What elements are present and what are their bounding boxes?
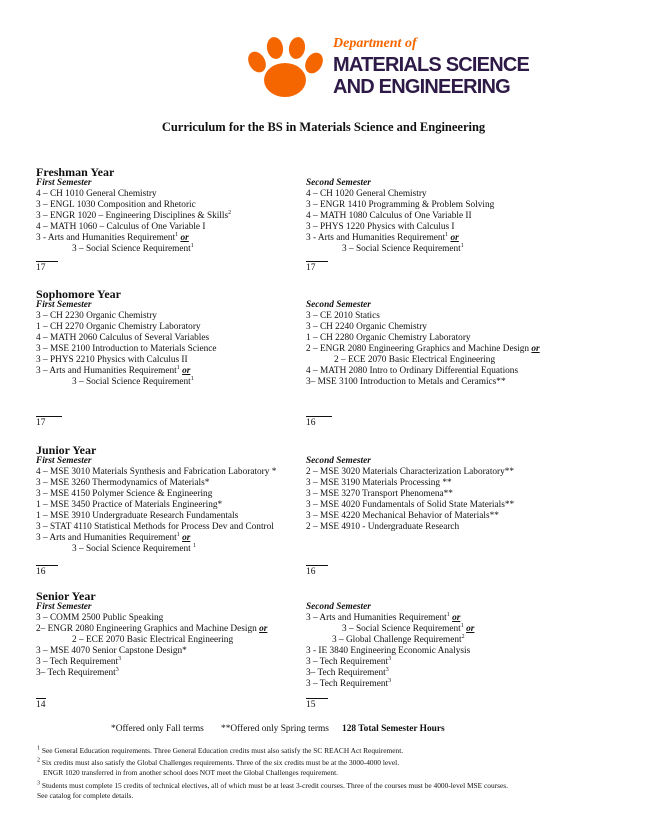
course-item: 4 – MATH 2060 Calculus of Several Variables [36, 333, 210, 343]
course-item: 3 – Social Science Requirement $^1$ [72, 542, 197, 554]
course-item: 2 – ECE 2070 Basic Electrical Engineering [334, 355, 496, 365]
junior-year-title: Junior Year [36, 443, 97, 457]
course-item: 3– Tech Requirement$^3$ [306, 666, 389, 678]
sophomore-first-semester [36, 300, 216, 388]
junior-first-total: 16 [36, 565, 58, 577]
semester-label: Second Semester [306, 178, 371, 188]
semester-label: First Semester [36, 456, 92, 466]
department-name [333, 54, 530, 98]
senior-second-total: 15 [306, 698, 328, 710]
course-item: 3 – ENGR 1020 – Engineering Disciplines & Skills$^2$ [36, 209, 232, 221]
course-item: 3 – MSE 3270 Transport Phenomena** [306, 489, 453, 499]
fall-note: *Offered only Fall terms [111, 724, 204, 734]
senior-year-title: Senior Year [36, 589, 96, 603]
freshman-year-title: Freshman Year [36, 165, 115, 179]
course-item: 3 - IE 3840 Engineering Economic Analysis [306, 646, 471, 656]
course-item: 3 – Tech Requirement$^3$ [36, 655, 122, 667]
course-item: 2– ENGR 2080 Engineering Graphics and Machine Design or [36, 624, 268, 634]
course-item: 4 – MATH 1060 – Calculus of One Variable I [36, 222, 206, 232]
course-item: 4 – MSE 3010 Materials Synthesis and Fabrication Laboratory * [36, 467, 277, 477]
semester-label: Second Semester [306, 300, 371, 310]
course-item: 3 - Arts and Humanities Requirement$^1$ or [36, 231, 189, 243]
course-item: 1 – MSE 3910 Undergraduate Research Fundamentals [36, 511, 239, 521]
semester-label: Second Semester [306, 456, 371, 466]
course-item: 3 – STAT 4110 Statistical Methods for Process Dev and Control [36, 522, 274, 532]
course-item: 2 – ENGR 2080 Engineering Graphics and Machine Design or [306, 344, 540, 354]
course-item: 4 – CH 1020 General Chemistry [306, 189, 427, 199]
total-hours: 128 Total Semester Hours [342, 724, 445, 734]
course-item: 3 – MSE 4020 Fundamentals of Solid State Materials** [306, 500, 515, 510]
course-item: 3 – Global Challenge Requirement$^2$ [332, 633, 465, 645]
junior-second-total: 16 [306, 565, 328, 577]
course-item: 3 – Social Science Requirement$^1$ [72, 242, 194, 254]
course-item: 3 – Tech Requirement$^3$ [306, 677, 392, 689]
sophomore-year-section [36, 287, 616, 301]
tiger-paw-icon [245, 34, 325, 104]
course-item: 3 – MSE 3260 Thermodynamics of Materials* [36, 478, 210, 488]
freshman-second-semester [306, 178, 494, 255]
junior-first-semester [36, 456, 276, 555]
course-item: 3 – Social Science Requirement$^1$ or [342, 622, 475, 634]
freshman-second-total: 17 [306, 261, 328, 273]
senior-first-semester [36, 602, 267, 679]
page-title: Curriculum for the BS in Materials Science and Engineering [161, 120, 486, 134]
department-name-line1: MATERIALS SCIENCE [333, 54, 530, 76]
course-item: 3 – COMM 2500 Public Speaking [36, 613, 164, 623]
course-item: 3– Tech Requirement$^3$ [36, 666, 119, 678]
semester-label: First Semester [36, 178, 92, 188]
course-item: 2 – MSE 4910 - Undergraduate Research [306, 522, 460, 532]
spring-note: **Offered only Spring terms [221, 724, 329, 734]
course-item: 3 – PHYS 2210 Physics with Calculus II [36, 355, 188, 365]
semester-label: First Semester [36, 602, 92, 612]
course-item: 4 – MATH 1080 Calculus of One Variable II [306, 211, 472, 221]
junior-year-section [36, 443, 616, 457]
course-item: 3 – Arts and Humanities Requirement$^1$ or [36, 531, 191, 543]
course-item: 3 – CE 2010 Statics [306, 311, 380, 321]
freshman-first-semester [36, 178, 231, 255]
course-item: 3– MSE 3100 Introduction to Metals and Ceramics** [306, 377, 506, 387]
freshman-first-total: 17 [36, 261, 58, 273]
freshman-year-section [36, 165, 616, 179]
course-item: 4 – CH 1010 General Chemistry [36, 189, 157, 199]
department-logo [245, 30, 530, 110]
course-item: 3 – MSE 3190 Materials Processing ** [306, 478, 452, 488]
course-item: 2 – ECE 2070 Basic Electrical Engineering [72, 635, 234, 645]
sophomore-first-total: 17 [36, 416, 62, 428]
course-item: 3 – PHYS 1220 Physics with Calculus I [306, 222, 455, 232]
course-item: 3 – Social Science Requirement$^1$ [72, 375, 194, 387]
senior-first-total: 14 [36, 700, 46, 710]
course-item: 3 – Tech Requirement$^3$ [306, 655, 392, 667]
junior-second-semester [306, 456, 514, 533]
department-label: Department of [333, 36, 417, 51]
course-item: 3 - Arts and Humanities Requirement$^1$ or [306, 231, 459, 243]
footnote-3b: See catalog for complete details. [37, 791, 134, 800]
sophomore-second-total: 16 [306, 416, 332, 428]
course-item: 3 – CH 2230 Organic Chemistry [36, 311, 157, 321]
footnote-3: $^3$ Students must complete 15 credits of technical electives, all of which must be at least 3-credit courses. Three of the courses must be 4000-level MSE courses. [37, 780, 509, 790]
department-name-line2: AND ENGINEERING [333, 76, 510, 98]
footnote-2b: ENGR 1020 transferred in from another school does NOT meet the Global Challenges requirement. [43, 768, 338, 777]
course-item: 1 – CH 2270 Organic Chemistry Laboratory [36, 322, 201, 332]
course-item: 3 – CH 2240 Organic Chemistry [306, 322, 427, 332]
course-item: 3 – MSE 2100 Introduction to Materials Science [36, 344, 217, 354]
course-item: 3 – Social Science Requirement$^1$ [342, 242, 464, 254]
senior-year-section [36, 589, 616, 603]
course-item: 1 – CH 2280 Organic Chemistry Laboratory [306, 333, 471, 343]
course-item: 3 – ENGR 1410 Programming & Problem Solving [306, 200, 495, 210]
senior-second-semester [306, 602, 474, 690]
course-item: 3 – Arts and Humanities Requirement$^1$ or [306, 611, 461, 623]
footnote-1: $^1$ See General Education requirements. Three General Education credits must also satisfy the SC REACH Act Requirement. [37, 745, 404, 755]
course-item: 2 – MSE 3020 Materials Characterization Laboratory** [306, 467, 515, 477]
sophomore-year-title: Sophomore Year [36, 287, 121, 301]
semester-label: First Semester [36, 300, 92, 310]
footnote-2: $^2$ Six credits must also satisfy the Global Challenges requirements. Three of the six credits must be at the 3000-4000 level. [37, 757, 400, 767]
course-item: 3 – MSE 4070 Senior Capstone Design* [36, 646, 187, 656]
course-item: 3 – ENGL 1030 Composition and Rhetoric [36, 200, 196, 210]
course-item: 4 – MATH 2080 Intro to Ordinary Differential Equations [306, 366, 519, 376]
course-item: 3 – Arts and Humanities Requirement$^1$ or [36, 364, 191, 376]
course-item: 3 – MSE 4150 Polymer Science & Engineering [36, 489, 213, 499]
course-item: 3 – MSE 4220 Mechanical Behavior of Materials** [306, 511, 499, 521]
sophomore-second-semester [306, 300, 540, 388]
course-item: 1 – MSE 3450 Practice of Materials Engineering* [36, 500, 223, 510]
semester-label: Second Semester [306, 602, 371, 612]
